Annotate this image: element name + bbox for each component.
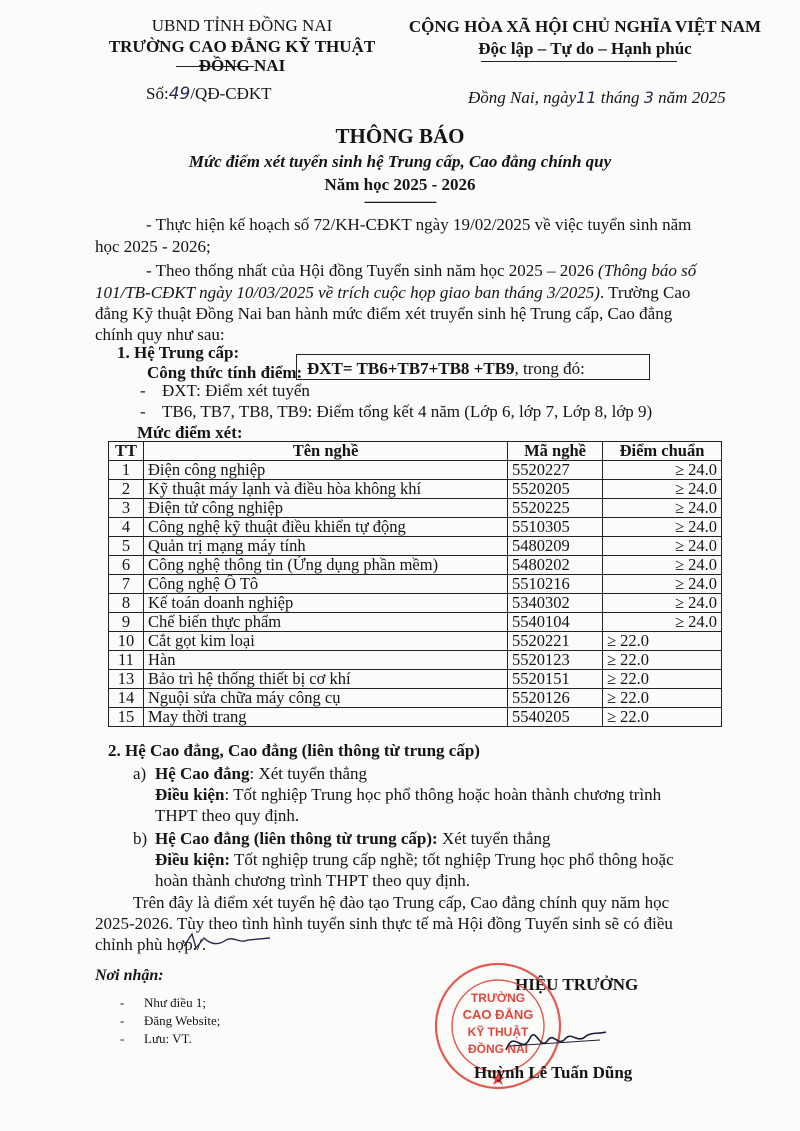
stamp-line1: TRƯỜNG [470, 991, 526, 1005]
col-name: Tên nghề [144, 442, 508, 461]
recipients-list [120, 994, 220, 1048]
recipient-item: - Lưu: VT. [120, 1031, 192, 1046]
row-code: 5540104 [508, 613, 603, 632]
row-tt: 5 [109, 537, 144, 556]
formula: ĐXT= TB6+TB7+TB8 +TB9 [307, 359, 515, 378]
section2-b-cond-label: Điều kiện: [155, 850, 231, 869]
row-name: Điện tử công nghiệp [144, 499, 508, 518]
section2-b-text: Xét tuyển thẳng [437, 829, 551, 848]
header-left-rule [176, 66, 254, 67]
row-tt: 9 [109, 613, 144, 632]
row-score: ≥ 24.0 [603, 575, 722, 594]
formula-tail: , trong đó: [514, 359, 585, 378]
row-name: Kỹ thuật máy lạnh và điều hòa không khí [144, 480, 508, 499]
row-name: Kế toán doanh nghiệp [144, 594, 508, 613]
row-name: May thời trang [144, 708, 508, 727]
section2-b-title: Hệ Cao đẳng (liên thông từ trung cấp): [155, 829, 438, 848]
row-tt: 11 [109, 651, 144, 670]
section2-b [133, 829, 551, 849]
notice-subtitle: Mức điểm xét tuyển sinh hệ Trung cấp, Cao đẳng chính quy [188, 152, 612, 171]
section2-heading: 2. Hệ Cao đẳng, Cao đẳng (liên thông từ trung cấp) [108, 741, 480, 760]
school-name-line2: ĐỒNG NAI [198, 56, 286, 75]
row-name: Công nghệ thông tin (Ứng dụng phần mềm) [144, 556, 508, 575]
motto: Độc lập – Tự do – Hạnh phúc [478, 39, 692, 58]
row-name: Công nghệ Ô Tô [144, 575, 508, 594]
number-handwritten: 49 [168, 84, 191, 104]
row-name: Hàn [144, 651, 508, 670]
signature-scribble [500, 1020, 610, 1060]
document-number [146, 84, 272, 104]
closing-line3: chỉnh phù hợp./. [95, 935, 206, 954]
table-row [109, 461, 722, 480]
row-code: 5540205 [508, 708, 603, 727]
row-score: ≥ 24.0 [603, 613, 722, 632]
stamp-line2: CAO ĐẲNG [462, 1007, 534, 1022]
intro-p2-line2 [95, 283, 690, 303]
row-code: 5520151 [508, 670, 603, 689]
section2-b-cond-line1: Tốt nghiệp trung cấp nghề; tốt nghiệp Trung học phổ thông hoặc [230, 850, 674, 869]
school-name-line1: TRƯỜNG CAO ĐẲNG KỸ THUẬT [108, 37, 376, 56]
row-tt: 15 [109, 708, 144, 727]
row-name: Công nghệ kỹ thuật điều khiển tự động [144, 518, 508, 537]
row-score: ≥ 22.0 [603, 670, 722, 689]
col-code: Mã nghề [508, 442, 603, 461]
row-score: ≥ 24.0 [603, 556, 722, 575]
row-tt: 7 [109, 575, 144, 594]
row-score: ≥ 22.0 [603, 689, 722, 708]
date-year: năm 2025 [658, 88, 726, 107]
row-tt: 13 [109, 670, 144, 689]
intro-p2-line4: chính quy như sau: [95, 325, 225, 344]
intro-p2-text: - Theo thống nhất của Hội đồng Tuyển sinh năm học 2025 – 2026 [146, 261, 599, 280]
row-name: Cắt gọt kim loại [144, 632, 508, 651]
row-tt: 3 [109, 499, 144, 518]
row-code: 5510305 [508, 518, 603, 537]
closing-line1: Trên đây là điểm xét tuyển hệ đào tạo Trung cấp, Cao đẳng chính quy năm học [133, 893, 670, 912]
section2-a-cond-label: Điều kiện [155, 785, 225, 804]
row-tt: 14 [109, 689, 144, 708]
row-code: 5520123 [508, 651, 603, 670]
intro-p2-ref: (Thông báo số [598, 261, 697, 280]
row-score: ≥ 22.0 [603, 632, 722, 651]
table-row [109, 480, 722, 499]
intro-p2-text-cont: . Trường Cao [599, 283, 691, 302]
bullet-dxt-text: ĐXT: Điểm xét tuyển [162, 381, 310, 400]
notice-year: Năm học 2025 - 2026 [324, 175, 476, 194]
intro-p1-line1: - Thực hiện kế hoạch số 72/KH-CĐKT ngày 19/02/2025 về việc tuyển sinh năm [146, 215, 692, 234]
row-score: ≥ 24.0 [603, 480, 722, 499]
row-score: ≥ 24.0 [603, 518, 722, 537]
row-tt: 2 [109, 480, 144, 499]
row-tt: 10 [109, 632, 144, 651]
recipient-item: - Đăng Website; [120, 1013, 221, 1028]
agency-name: UBND TỈNH ĐỒNG NAI [151, 16, 333, 35]
table-row [109, 613, 722, 632]
bullet-dxt: - ĐXT: Điểm xét tuyển [140, 381, 310, 400]
date-month-label: tháng [600, 88, 640, 107]
initial-mark [180, 924, 280, 956]
signer-role: HIỆU TRƯỞNG [515, 975, 639, 994]
row-score: ≥ 22.0 [603, 651, 722, 670]
row-code: 5520221 [508, 632, 603, 651]
bullet-tb: - TB6, TB7, TB8, TB9: Điểm tổng kết 4 năm (Lớp 6, lớp 7, Lớp 8, lớp 9) [140, 402, 653, 421]
recipients-title: Nơi nhận: [95, 967, 164, 984]
row-code: 5520126 [508, 689, 603, 708]
row-name: Bảo trì hệ thống thiết bị cơ khí [144, 670, 508, 689]
row-code: 5510216 [508, 575, 603, 594]
row-score: ≥ 24.0 [603, 594, 722, 613]
intro-p2-ref-cont: 101/TB-CĐKT ngày 10/03/2025 về trích cuộc họp giao ban tháng 3/2025) [95, 283, 600, 302]
row-name: Nguội sửa chữa máy công cụ [144, 689, 508, 708]
table-row [109, 556, 722, 575]
table-row [109, 594, 722, 613]
row-score: ≥ 24.0 [603, 537, 722, 556]
section2-b-label: b) [133, 829, 148, 848]
row-name: Điện công nghiệp [144, 461, 508, 480]
row-code: 5520227 [508, 461, 603, 480]
row-name: Chế biến thực phẩm [144, 613, 508, 632]
table-row [109, 670, 722, 689]
date-day: 11 [576, 88, 597, 107]
row-tt: 6 [109, 556, 144, 575]
table-row [109, 537, 722, 556]
table-row [109, 518, 722, 537]
intro-p1-line2: học 2025 - 2026; [95, 237, 211, 256]
score-table [108, 441, 722, 727]
section2-a [133, 764, 367, 784]
row-tt: 8 [109, 594, 144, 613]
row-score: ≥ 24.0 [603, 461, 722, 480]
row-code: 5340302 [508, 594, 603, 613]
table-row [109, 575, 722, 594]
table-caption: Mức điểm xét: [137, 423, 243, 442]
table-row [109, 689, 722, 708]
row-code: 5480202 [508, 556, 603, 575]
closing-line2: 2025-2026. Tùy theo tình hình tuyển sinh thực tế mà Hội đồng Tuyển sinh sẽ có điều [95, 914, 673, 933]
bullet-tb-text: TB6, TB7, TB8, TB9: Điểm tổng kết 4 năm (Lớp 6, lớp 7, Lớp 8, lớp 9) [162, 402, 653, 421]
section2-b-cond-line2: hoàn thành chương trình THPT theo quy định. [155, 871, 471, 890]
stamp-line3: KỸ THUẬT [467, 1025, 529, 1039]
date-month: 3 [643, 88, 654, 107]
row-code: 5480209 [508, 537, 603, 556]
section2-a-cond [155, 785, 661, 805]
section2-a-label: a) [133, 764, 147, 783]
row-tt: 4 [109, 518, 144, 537]
stamp-line4: ĐỒNG NAI [468, 1042, 528, 1056]
row-score: ≥ 24.0 [603, 499, 722, 518]
table-row [109, 651, 722, 670]
row-name: Quản trị mạng máy tính [144, 537, 508, 556]
col-tt: TT [109, 442, 144, 461]
table-header-row [109, 442, 722, 461]
document-date [468, 88, 726, 108]
section2-b-cond [155, 850, 674, 870]
section1-heading: 1. Hệ Trung cấp: [117, 343, 240, 362]
country-name: CỘNG HÒA XÃ HỘI CHỦ NGHĨA VIỆT NAM [408, 17, 762, 36]
section2-a-cond-line1: : Tốt nghiệp Trung học phổ thông hoặc hoàn thành chương trình [224, 785, 662, 804]
section2-a-title: Hệ Cao đẳng [155, 764, 250, 783]
table-row [109, 499, 722, 518]
row-tt: 1 [109, 461, 144, 480]
row-code: 5520205 [508, 480, 603, 499]
row-score: ≥ 22.0 [603, 708, 722, 727]
number-suffix: /QĐ-CĐKT [190, 84, 272, 103]
row-code: 5520225 [508, 499, 603, 518]
notice-title: THÔNG BÁO [335, 124, 465, 148]
section2-a-cond-line2: THPT theo quy định. [155, 806, 300, 825]
date-prefix: Đồng Nai, ngày [468, 88, 577, 107]
number-prefix: Số: [146, 84, 169, 103]
motto-rule [481, 61, 677, 62]
table-row [109, 708, 722, 727]
intro-p2-line3: đẳng Kỹ thuật Đồng Nai ban hành mức điểm xét truyển sinh hệ Trung cấp, Cao đẳng [95, 304, 673, 323]
formula-label: Công thức tính điểm: [147, 363, 303, 382]
section2-a-text: : Xét tuyển thẳng [249, 764, 368, 783]
formula-box [296, 354, 650, 380]
intro-p2-line1 [146, 261, 696, 281]
title-rule: ------------------ [364, 194, 436, 210]
col-score: Điểm chuẩn [603, 442, 722, 461]
table-row [109, 632, 722, 651]
signer-name: Huỳnh Lê Tuấn Dũng [474, 1063, 633, 1082]
recipient-item: - Như điều 1; [120, 995, 206, 1010]
